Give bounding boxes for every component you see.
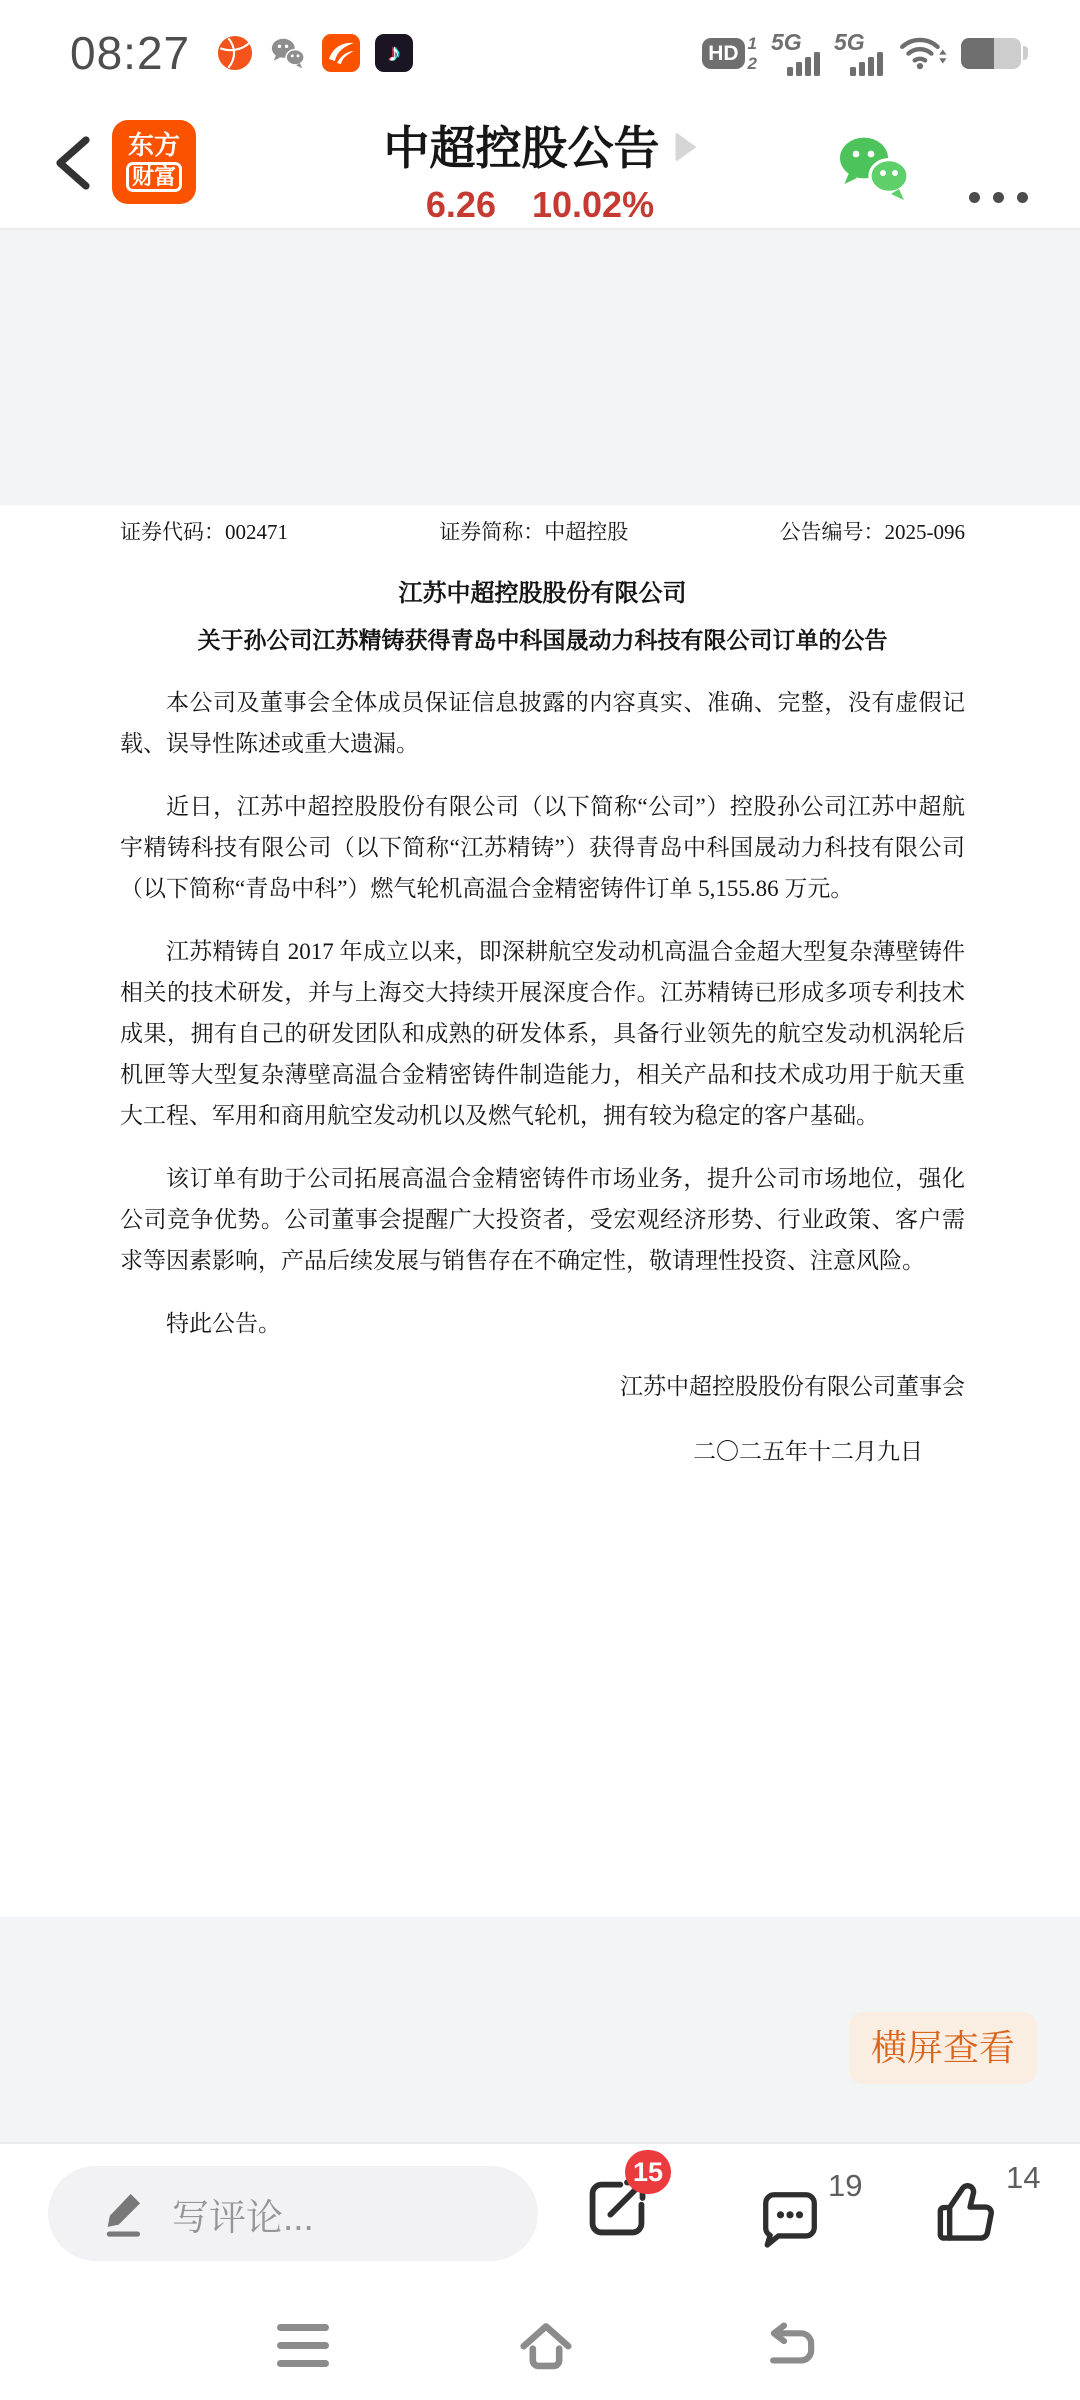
stock-change-percent: 10.02% — [531, 184, 655, 225]
battery-icon — [961, 38, 1028, 69]
comment-placeholder: 写评论... — [172, 2196, 314, 2238]
document-scroll-area[interactable] — [0, 230, 1080, 2142]
expand-arrow-icon[interactable] — [676, 132, 697, 162]
comment-count: 19 — [828, 2168, 863, 2203]
home-button[interactable] — [513, 2314, 579, 2385]
signature-line: 江苏中超控股股份有限公司董事会 — [620, 1374, 965, 1399]
closing-line: 特此公告。 — [166, 1311, 281, 1336]
hd-voice-icon: HD 1 2 — [702, 35, 757, 72]
announcement-number: 公告编号：2025-096 — [779, 520, 965, 544]
date-line: 二〇二五年十二月九日 — [693, 1439, 923, 1464]
header-title-block — [384, 112, 697, 226]
sports-app-notification-icon — [216, 34, 254, 72]
header — [0, 96, 1080, 230]
like-count: 14 — [1006, 2160, 1041, 2195]
security-code: 证券代码：002471 — [120, 520, 288, 544]
document-meta-row — [120, 520, 965, 545]
landscape-view-button[interactable]: 横屏查看 — [849, 2012, 1037, 2084]
comment-bar — [0, 2142, 1080, 2292]
signal-sim2-icon: 5G — [834, 31, 883, 76]
more-menu-button[interactable] — [969, 192, 1028, 203]
status-right — [702, 28, 1028, 76]
back-nav-button[interactable] — [760, 2320, 822, 2378]
tiktok-notification-icon — [375, 34, 413, 72]
paragraph: 该订单有助于公司拓展高温合金精密铸件市场业务，提升公司市场地位，强化公司竞争优势。公司董事会提醒广大投资者，受宏观经济形势、行业政策、客户需求等因素影响，产品后续发展与销售存在不确定性，敬请理性投资、注意风险。 — [120, 1166, 965, 1273]
recent-apps-button[interactable] — [277, 2324, 329, 2378]
wechat-share-button[interactable] — [834, 132, 914, 209]
status-bar — [0, 0, 1080, 96]
eastmoney-notification-icon — [322, 34, 360, 72]
paragraph: 江苏精铸自 2017 年成立以来，即深耕航空发动机高温合金超大型复杂薄壁铸件相关的技术研发，并与上海交大持续开展深度合作。江苏精铸已形成多项专利技术成果，拥有自己的研发团队和成熟的研发体系，具备行业领先的航空发动机涡轮后机匣等大型复杂薄壁高温合金精密铸件制造能力，相关产品和技术成功用于航天重大工程、军用和商用航空发动机以及燃气轮机，拥有较为稳定的客户基础。 — [120, 939, 965, 1128]
status-left — [70, 26, 413, 80]
system-nav-bar — [0, 2292, 1080, 2400]
announcement-title: 关于孙公司江苏精铸获得青岛中科国晟动力科技有限公司订单的公告 — [197, 628, 888, 653]
page-title: 中超控股公告 — [383, 122, 660, 174]
wifi-icon — [897, 31, 947, 76]
wechat-notification-icon — [269, 34, 307, 72]
music-note-glyph: ♪ — [387, 38, 401, 67]
stock-price: 6.26 — [425, 184, 496, 225]
comment-input[interactable] — [48, 2166, 538, 2261]
like-button[interactable] — [928, 2160, 1041, 2255]
paragraph: 近日，江苏中超控股股份有限公司（以下简称“公司”）控股孙公司江苏中超航宇精铸科技有限公司（以下简称“江苏精铸”）获得青岛中科国晟动力科技有限公司（以下简称“青岛中科”）燃气轮机高温合金精密铸件订单 5,155.86 万元。 — [120, 794, 965, 901]
company-title: 江苏中超控股股份有限公司 — [398, 581, 687, 607]
signal-sim1-icon: 5G — [771, 31, 820, 76]
comments-button[interactable] — [752, 2168, 863, 2261]
share-badge: 15 — [625, 2150, 671, 2194]
status-time: 08:27 — [70, 27, 191, 79]
back-button[interactable] — [46, 134, 98, 197]
pencil-icon — [94, 2182, 152, 2245]
paragraph: 本公司及董事会全体成员保证信息披露的内容真实、准确、完整，没有虚假记载、误导性陈述或重大遗漏。 — [120, 690, 965, 756]
announcement-page — [0, 505, 1080, 1917]
announcement-body — [120, 682, 965, 1281]
share-button[interactable] — [577, 2156, 664, 2253]
security-name: 证券简称：中超控股 — [439, 520, 629, 544]
eastmoney-logo: 东方 财富 — [112, 120, 196, 204]
